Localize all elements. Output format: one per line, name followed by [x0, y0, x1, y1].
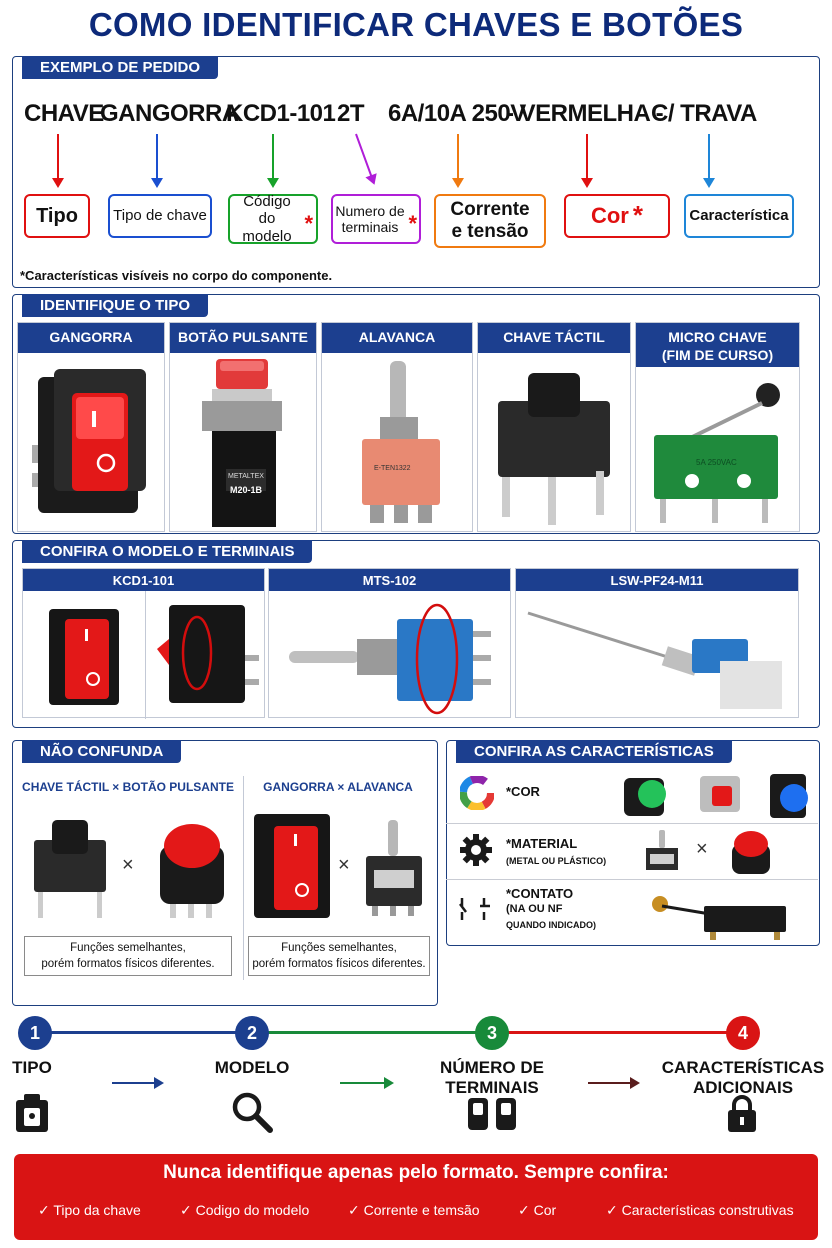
- type-header-gangorra: GANGORRA: [18, 323, 164, 353]
- model-header-kcd1: KCD1-101: [23, 569, 264, 591]
- order-word-feature: C/ TRAVA: [651, 100, 757, 127]
- compare-note-right-line1: Funções semelhantes,: [281, 942, 397, 954]
- arrow-current: [457, 134, 459, 186]
- label-tipo-text: Tipo: [36, 204, 78, 227]
- feature-row-material: [446, 824, 818, 880]
- label-tipo-de-chave: [108, 194, 212, 238]
- model-header-mts102: MTS-102: [269, 569, 510, 591]
- order-word-kind: GANGORRA: [100, 100, 239, 127]
- feature-row-contato: [446, 880, 818, 942]
- step-3-label-line2: TERMINAIS: [445, 1078, 539, 1098]
- label-cor-text: Cor: [590, 203, 629, 229]
- feature-contato-sub1: (NA OU NF: [506, 903, 563, 915]
- tactile-switch-image: [492, 367, 620, 527]
- compare-divider: [243, 776, 244, 980]
- step-3-circle: 3: [475, 1016, 509, 1050]
- order-word-terminals: 2T: [337, 100, 365, 127]
- step-4-label-line2: ADICIONAIS: [692, 1078, 794, 1098]
- flow-arrow-3: [588, 1082, 638, 1084]
- label-codigo-modelo: [228, 194, 318, 244]
- micro-switch-contact-image: [650, 888, 790, 940]
- feature-contato-label: *CONTATO: [506, 886, 574, 901]
- order-example-panel: [12, 56, 820, 288]
- label-cor: [564, 194, 670, 238]
- arrow-model: [272, 134, 274, 186]
- check-corrente: ✓ Corrente e temsão: [348, 1202, 480, 1218]
- gear-icon: [460, 834, 492, 866]
- times-symbol: ×: [696, 838, 708, 860]
- dont-confuse-tag: NÃO CONFUNDA: [22, 740, 181, 763]
- arrow-feature: [708, 134, 710, 186]
- check-caracteristicas: ✓ Características construtivas: [606, 1202, 794, 1218]
- identify-type-tag: IDENTIFIQUE O TIPO: [22, 294, 208, 317]
- compare-note-right: [248, 936, 430, 976]
- compare-toggle-image: [362, 818, 426, 916]
- label-caracteristica: [684, 194, 794, 238]
- type-cell-botao: [169, 322, 317, 532]
- type-header-tactil: CHAVE TÁCTIL: [478, 323, 630, 353]
- type-cell-gangorra: [17, 322, 165, 532]
- page-title: COMO IDENTIFICAR CHAVES E BOTÕES: [88, 6, 744, 43]
- rocker-switch-image: [32, 363, 152, 523]
- label-numero-terminais-text: Numero de terminais: [335, 202, 405, 235]
- mts102-image: [283, 599, 503, 717]
- times-symbol: ×: [338, 854, 350, 876]
- feature-material-sub: (METAL OU PLÁSTICO): [506, 856, 607, 866]
- label-tipo: [24, 194, 90, 238]
- order-word-current: 6A/10A 250V: [388, 100, 526, 127]
- steps-line-1: [36, 1031, 252, 1034]
- step-2-circle: 2: [235, 1016, 269, 1050]
- type-header-micro-line2: (FIM DE CURSO): [661, 346, 774, 363]
- type-cell-tactil: [477, 322, 631, 532]
- model-cell-lsw: [515, 568, 799, 718]
- label-corrente-tensao-text: Corrente e tensão: [450, 199, 530, 242]
- button-brand-text: METALTEX: [228, 473, 264, 480]
- kcd1-side-image: [155, 599, 261, 713]
- model-header-lsw: LSW-PF24-M11: [516, 569, 798, 591]
- steps-line-3: [490, 1031, 742, 1034]
- warning-banner-title: Nunca identifique apenas pelo formato. Sempre confira:: [163, 1162, 669, 1183]
- terminals-icon: [466, 1096, 518, 1132]
- kcd1-front-image: [43, 601, 125, 711]
- label-tipo-de-chave-text: Tipo de chave: [113, 207, 207, 225]
- compare-note-left: [24, 936, 232, 976]
- color-wheel-icon: [460, 776, 494, 810]
- compare-title-rocker-toggle: GANGORRA × ALAVANCA: [263, 780, 413, 794]
- flow-arrow-1: [112, 1082, 162, 1084]
- order-word-type: CHAVE: [24, 100, 104, 127]
- feature-material-label: *MATERIAL: [506, 836, 578, 851]
- compare-tactile-image: [30, 818, 110, 922]
- push-button-image: [198, 359, 290, 529]
- step-2-label: MODELO: [214, 1058, 290, 1077]
- plastic-button-image: [726, 828, 776, 878]
- lock-icon: [726, 1094, 758, 1134]
- step-1-label: TIPO: [12, 1058, 52, 1077]
- arrow-kind: [156, 134, 158, 186]
- compare-note-left-line2: porém formatos físicos diferentes.: [41, 957, 215, 970]
- button-model-text: M20-1B: [230, 485, 263, 495]
- magnifier-icon: [230, 1090, 274, 1134]
- type-header-alavanca: ALAVANCA: [322, 323, 472, 353]
- asterisk: *: [632, 200, 643, 231]
- metal-toggle-image: [642, 828, 682, 878]
- flow-arrow-2: [340, 1082, 392, 1084]
- model-divider: [145, 591, 146, 719]
- order-example-tag: EXEMPLO DE PEDIDO: [22, 56, 218, 79]
- order-word-model: KCD1-101: [226, 100, 336, 127]
- step-3-label: [420, 1058, 564, 1099]
- micro-switch-image: [650, 377, 790, 527]
- step-4-circle: 4: [726, 1016, 760, 1050]
- step-4-label: [660, 1058, 826, 1099]
- asterisk: *: [408, 210, 417, 236]
- steps-line-2: [252, 1031, 490, 1034]
- switch-type-icon: [12, 1092, 52, 1134]
- order-line: [0, 100, 832, 132]
- label-numero-terminais: [331, 194, 421, 244]
- lsw-limit-switch-image: [524, 599, 794, 711]
- feature-row-cor: [446, 764, 818, 824]
- compare-title-tactile-pulse: CHAVE TÁCTIL × BOTÃO PULSANTE: [22, 780, 234, 794]
- asterisk: *: [304, 210, 313, 236]
- feature-contato-sub2: QUANDO INDICADO): [506, 920, 596, 930]
- order-word-color: - VERMELHA -: [506, 100, 664, 127]
- times-symbol: ×: [122, 854, 134, 876]
- compare-pulse-button-image: [152, 818, 232, 922]
- warning-banner: [14, 1154, 818, 1240]
- compare-note-right-line2: porém formatos físicos diferentes.: [252, 957, 426, 970]
- label-codigo-modelo-text: Código do modelo: [242, 193, 292, 245]
- model-cell-kcd1: [22, 568, 265, 718]
- type-header-micro-line1: MICRO CHAVE: [668, 329, 767, 345]
- label-corrente-tensao: [434, 194, 546, 248]
- features-tag: CONFIRA AS CARACTERÍSTICAS: [456, 740, 732, 763]
- type-header-micro: [636, 323, 799, 367]
- micro-text: 5A 250VAC: [696, 458, 737, 467]
- visible-characteristics-note: *Características visíveis no corpo do componente.: [20, 268, 333, 283]
- step-3-label-line1: NÚMERO DE: [440, 1058, 544, 1077]
- toggle-text: E-TEN1322: [374, 465, 411, 472]
- label-caracteristica-text: Característica: [689, 207, 789, 225]
- toggle-switch-image: [350, 359, 450, 529]
- check-cor: ✓ Cor: [518, 1202, 557, 1218]
- arrow-color: [586, 134, 588, 186]
- type-header-botao: BOTÃO PULSANTE: [170, 323, 316, 353]
- model-cell-mts102: [268, 568, 511, 718]
- models-tag: CONFIRA O MODELO E TERMINAIS: [22, 540, 312, 563]
- step-1-circle: 1: [18, 1016, 52, 1050]
- type-cell-alavanca: [321, 322, 473, 532]
- compare-rocker-image: [250, 810, 334, 922]
- check-tipo: ✓ Tipo da chave: [38, 1202, 141, 1218]
- compare-note-left-line1: Funções semelhantes,: [70, 942, 186, 954]
- arrow-type: [57, 134, 59, 186]
- feature-cor-label: *COR: [506, 784, 540, 799]
- contact-symbol-icon: [458, 894, 494, 924]
- colored-buttons-image: [622, 768, 818, 822]
- type-cell-micro: [635, 322, 800, 532]
- step-4-label-line1: CARACTERÍSTICAS: [661, 1058, 825, 1077]
- check-codigo: ✓ Codigo do modelo: [180, 1202, 310, 1218]
